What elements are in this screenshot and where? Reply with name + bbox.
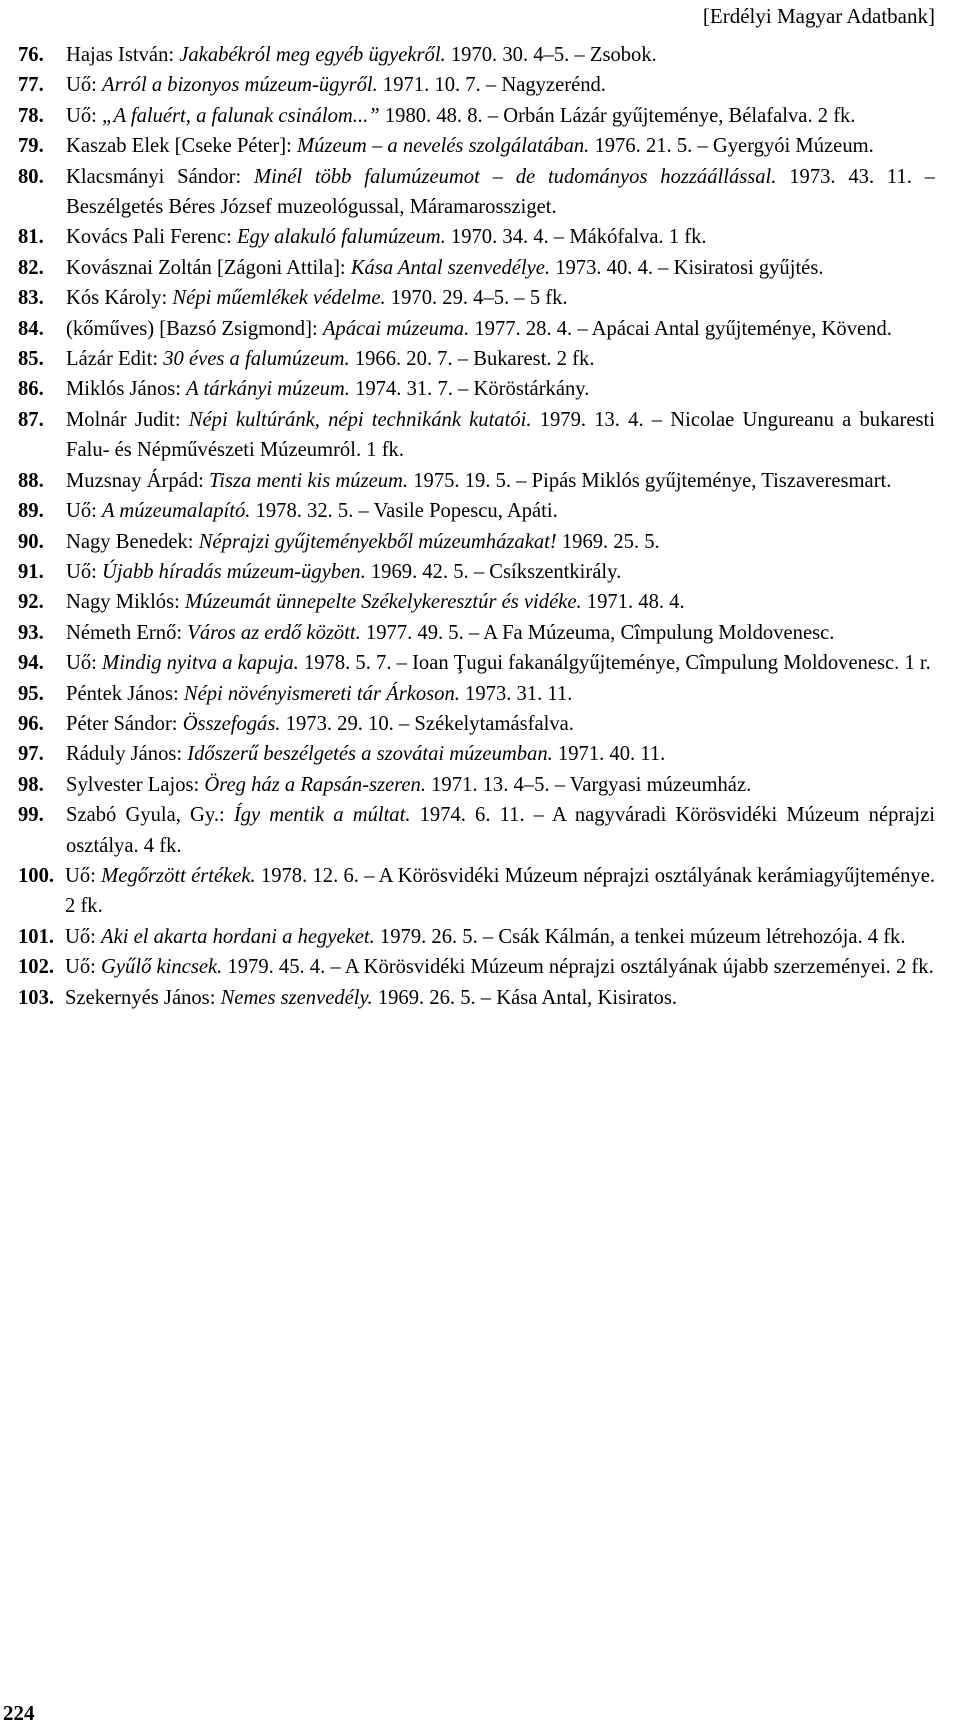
page-header: [Erdélyi Magyar Adatbank]	[702, 4, 935, 28]
entry-details: 1976. 21. 5. – Gyergyói Múzeum.	[589, 135, 874, 158]
bibliography-entry	[18, 861, 935, 922]
bibliography-entry	[18, 344, 935, 374]
entry-number: 93.	[18, 621, 44, 644]
entry-details: 1971. 40. 11.	[552, 743, 666, 766]
entry-author: Uő:	[65, 864, 102, 887]
entry-text	[66, 770, 935, 800]
bibliography-entry	[18, 952, 935, 982]
entry-text	[66, 344, 935, 374]
entry-text	[66, 162, 935, 223]
bibliography-entry	[18, 101, 935, 131]
entry-number: 103.	[18, 986, 55, 1009]
entry-number: 95.	[18, 682, 44, 705]
entry-details: 1973. 31. 11.	[459, 682, 573, 705]
entry-title: Arról a bizonyos múzeum-ügyről.	[102, 74, 378, 97]
entry-author: Kovásznai Zoltán [Zágoni Attila]:	[66, 256, 351, 279]
entry-title: 30 éves a falumúzeum.	[163, 348, 350, 371]
entry-title: Népi műemlékek védelme.	[172, 287, 386, 310]
entry-title: Múzeum – a nevelés szolgálatában.	[297, 135, 590, 158]
bibliography-entry	[18, 314, 935, 344]
bibliography-entry	[18, 70, 935, 100]
bibliography-entry	[18, 922, 935, 952]
entry-details: 1973. 29. 10. – Székelytamásfalva.	[280, 712, 574, 735]
bibliography-entry	[18, 131, 935, 161]
bibliography-entry	[18, 770, 935, 800]
bibliography-entry	[18, 222, 935, 252]
entry-number: 82.	[18, 256, 44, 279]
entry-title: Így mentik a múltat.	[233, 804, 411, 827]
entry-title: Apácai múzeuma.	[322, 317, 470, 340]
entry-text	[66, 283, 935, 313]
entry-text	[66, 618, 935, 648]
entry-title: Megőrzött értékek.	[101, 864, 256, 887]
entry-details: 1970. 34. 4. – Mákófalva. 1 fk.	[445, 226, 707, 249]
bibliography-entry	[18, 557, 935, 587]
entry-number: 87.	[18, 408, 44, 431]
entry-title: Népi növényismereti tár Árkoson.	[183, 682, 460, 705]
entry-number: 91.	[18, 560, 44, 583]
entry-author: Molnár Judit:	[66, 408, 189, 431]
page-number: 224	[3, 1701, 35, 1725]
entry-details: 1969. 25. 5.	[556, 530, 660, 553]
entry-text	[66, 131, 935, 161]
entry-title: Múzeumát ünnepelte Székelykeresztúr és vidéke.	[185, 591, 582, 614]
entry-details: 1979. 13. 4. – Nicolae Ungureanu a bukaresti Falu- és Népművészeti Múzeumról. 1 fk.	[66, 408, 935, 462]
entry-number: 76.	[18, 44, 44, 66]
entry-details: 1974. 31. 7. – Köröstárkány.	[349, 378, 590, 401]
entry-number: 89.	[18, 500, 44, 523]
entry-title: A tárkányi múzeum.	[186, 378, 350, 401]
entry-text	[66, 314, 935, 344]
entry-number: 79.	[18, 135, 44, 158]
entry-title: Időszerű beszélgetés a szovátai múzeumban.	[187, 743, 553, 766]
entry-title: „A faluért, a falunak csinálom...”	[102, 104, 380, 127]
entry-title: Tisza menti kis múzeum.	[208, 469, 409, 492]
entry-number: 102.	[18, 956, 55, 979]
bibliography-entry	[18, 496, 935, 526]
entry-text	[66, 709, 935, 739]
entry-author: Lázár Edit:	[66, 348, 164, 371]
entry-details: 1971. 48. 4.	[581, 591, 685, 614]
bibliography-entry	[18, 800, 935, 861]
entry-author: Uő:	[65, 925, 102, 948]
bibliography-entry	[18, 648, 935, 678]
entry-author: Szabó Gyula, Gy.:	[66, 804, 234, 827]
entry-title: Összefogás.	[182, 712, 281, 735]
bibliography-entry	[18, 374, 935, 404]
entry-text	[66, 374, 935, 404]
entry-author: Uő:	[66, 652, 103, 675]
entry-text	[66, 40, 935, 70]
entry-text	[66, 527, 935, 557]
entry-title: Jakabékról meg egyéb ügyekről.	[179, 44, 446, 66]
entry-details: 1969. 26. 5. – Kása Antal, Kisiratos.	[372, 986, 677, 1009]
entry-details: 1975. 19. 5. – Pipás Miklós gyűjteménye, Tiszaveresmart.	[408, 469, 892, 492]
entry-number: 101.	[18, 925, 55, 948]
entry-details: 1978. 32. 5. – Vasile Popescu, Apáti.	[250, 500, 558, 523]
entry-number: 96.	[18, 712, 44, 735]
entry-details: 1978. 12. 6. – A Körösvidéki Múzeum néprajzi osztályának kerámiagyűjteménye. 2 fk.	[65, 864, 935, 918]
entry-number: 78.	[18, 104, 44, 127]
entry-title: Mindig nyitva a kapuja.	[102, 652, 299, 675]
bibliography-entry	[18, 405, 935, 466]
bibliography-entry	[18, 253, 935, 283]
bibliography-entry	[18, 40, 935, 70]
entry-title: Város az erdő között.	[187, 621, 361, 644]
entry-author: Kovács Pali Ferenc:	[66, 226, 237, 249]
entry-author: Uő:	[66, 500, 103, 523]
entry-title: Aki el akarta hordani a hegyeket.	[101, 925, 375, 948]
entry-title: Újabb híradás múzeum-ügyben.	[102, 560, 366, 583]
entry-text	[66, 648, 935, 678]
bibliography-entry	[18, 983, 935, 1013]
entry-text	[66, 405, 935, 466]
bibliography-entry	[18, 739, 935, 769]
entry-details: 1977. 49. 5. – A Fa Múzeuma, Cîmpulung Moldovenesc.	[360, 621, 835, 644]
entry-details: 1978. 5. 7. – Ioan Ţugui fakanálgyűjteménye, Cîmpulung Moldovenesc. 1 r.	[298, 652, 931, 675]
bibliography-list	[18, 40, 935, 1013]
entry-number: 94.	[18, 652, 44, 675]
entry-title: Kása Antal szenvedélye.	[350, 256, 551, 279]
entry-number: 86.	[18, 378, 44, 401]
entry-number: 85.	[18, 348, 44, 371]
bibliography-entry	[18, 679, 935, 709]
entry-number: 99.	[18, 804, 44, 827]
bibliography-entry	[18, 466, 935, 496]
entry-text	[65, 983, 935, 1013]
entry-details: 1973. 43. 11. – Beszélgetés Béres József muzeológussal, Máramarossziget.	[66, 165, 935, 219]
entry-author: Péntek János:	[66, 682, 184, 705]
entry-text	[66, 679, 935, 709]
entry-text	[66, 466, 935, 496]
entry-text	[66, 800, 935, 861]
entry-title: Öreg ház a Rapsán-szeren.	[204, 773, 426, 796]
bibliography-entry	[18, 587, 935, 617]
entry-title: A múzeumalapító.	[102, 500, 251, 523]
entry-number: 92.	[18, 591, 44, 614]
entry-author: Szekernyés János:	[65, 986, 221, 1009]
entry-author: Uő:	[66, 104, 103, 127]
entry-text	[66, 70, 935, 100]
entry-text	[66, 739, 935, 769]
entry-author: Nagy Benedek:	[66, 530, 199, 553]
entry-number: 84.	[18, 317, 44, 340]
entry-text	[66, 496, 935, 526]
entry-title: Népi kultúránk, népi technikánk kutatói.	[188, 408, 532, 431]
entry-details: 1979. 26. 5. – Csák Kálmán, a tenkei múzeum létrehozója. 4 fk.	[374, 925, 906, 948]
entry-title: Minél több falumúzeumot – de tudományos hozzáállással.	[254, 165, 777, 188]
entry-author: Németh Ernő:	[66, 621, 188, 644]
entry-details: 1971. 10. 7. – Nagyzerénd.	[377, 74, 606, 97]
entry-title: Egy alakuló falumúzeum.	[237, 226, 446, 249]
entry-author: (kőműves) [Bazsó Zsigmond]:	[66, 317, 323, 340]
entry-author: Hajas István:	[66, 44, 180, 66]
entry-details: 1979. 45. 4. – A Körösvidéki Múzeum néprajzi osztályának újabb szerzeményei. 2 fk.	[222, 956, 934, 979]
entry-number: 98.	[18, 773, 44, 796]
bibliography-entry	[18, 618, 935, 648]
entry-details: 1977. 28. 4. – Apácai Antal gyűjteménye, Kövend.	[469, 317, 892, 340]
bibliography-entry	[18, 162, 935, 223]
entry-author: Klacsmányi Sándor:	[66, 165, 255, 188]
entry-author: Uő:	[66, 560, 103, 583]
entry-details: 1969. 42. 5. – Csíkszentkirály.	[365, 560, 622, 583]
entry-author: Sylvester Lajos:	[66, 773, 205, 796]
entry-author: Miklós János:	[66, 378, 187, 401]
entry-details: 1971. 13. 4–5. – Vargyasi múzeumház.	[425, 773, 752, 796]
entry-text	[66, 587, 935, 617]
entry-number: 100.	[18, 864, 55, 887]
bibliography-entry	[18, 283, 935, 313]
bibliography-entry	[18, 709, 935, 739]
entry-title: Nemes szenvedély.	[220, 986, 373, 1009]
entry-title: Néprajzi gyűjteményekből múzeumházakat!	[198, 530, 557, 553]
entry-number: 77.	[18, 74, 44, 97]
entry-details: 1974. 6. 11. – A nagyváradi Körösvidéki Múzeum néprajzi osztálya. 4 fk.	[66, 804, 936, 857]
entry-author: Péter Sándor:	[66, 712, 183, 735]
entry-number: 80.	[18, 165, 44, 188]
entry-number: 90.	[18, 530, 44, 553]
entry-number: 81.	[18, 226, 44, 249]
entry-title: Gyűlő kincsek.	[101, 956, 223, 979]
entry-number: 88.	[18, 469, 44, 492]
entry-author: Uő:	[65, 956, 102, 979]
entry-text	[65, 922, 935, 952]
entry-details: 1966. 20. 7. – Bukarest. 2 fk.	[349, 348, 595, 371]
entry-author: Ráduly János:	[66, 743, 188, 766]
entry-author: Uő:	[66, 74, 103, 97]
entry-author: Muzsnay Árpád:	[66, 469, 209, 492]
entry-text	[66, 101, 935, 131]
entry-text	[66, 222, 935, 252]
entry-author: Kós Károly:	[66, 287, 173, 310]
entry-text	[66, 557, 935, 587]
entry-details: 1973. 40. 4. – Kisiratosi gyűjtés.	[550, 256, 824, 279]
entry-author: Nagy Miklós:	[66, 591, 185, 614]
entry-number: 97.	[18, 743, 44, 766]
entry-text	[65, 861, 935, 922]
entry-number: 83.	[18, 287, 44, 310]
entry-details: 1980. 48. 8. – Orbán Lázár gyűjteménye, Bélafalva. 2 fk.	[379, 104, 856, 127]
entry-details: 1970. 30. 4–5. – Zsobok.	[445, 44, 657, 66]
entry-author: Kaszab Elek [Cseke Péter]:	[66, 135, 298, 158]
bibliography-entry	[18, 527, 935, 557]
entry-text	[66, 253, 935, 283]
entry-text	[65, 952, 935, 982]
entry-details: 1970. 29. 4–5. – 5 fk.	[385, 287, 568, 310]
